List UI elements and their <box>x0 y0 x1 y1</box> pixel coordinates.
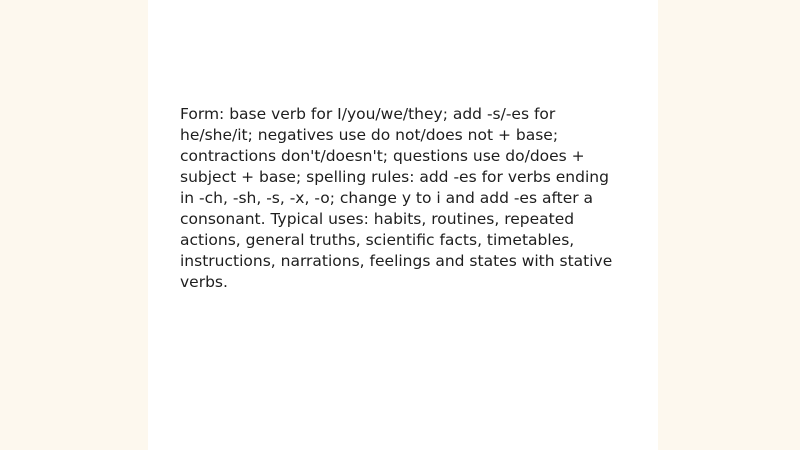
document-page <box>148 0 658 450</box>
body-paragraph: Form: base verb for I/you/we/they; add -s/-es for he/she/it; negatives use do not/does not + base; contractions don't/doesn't; questions use do/does + subject + base; spelling rules: add -es for verbs ending in -ch, -sh, -s, -x, -o; change y to i and add -es after a consonant. Typical uses: habits, routines, repeated actions, general truths, scientific facts, timetables, instructions, narrations, feelings and states with stative verbs. <box>180 105 613 291</box>
